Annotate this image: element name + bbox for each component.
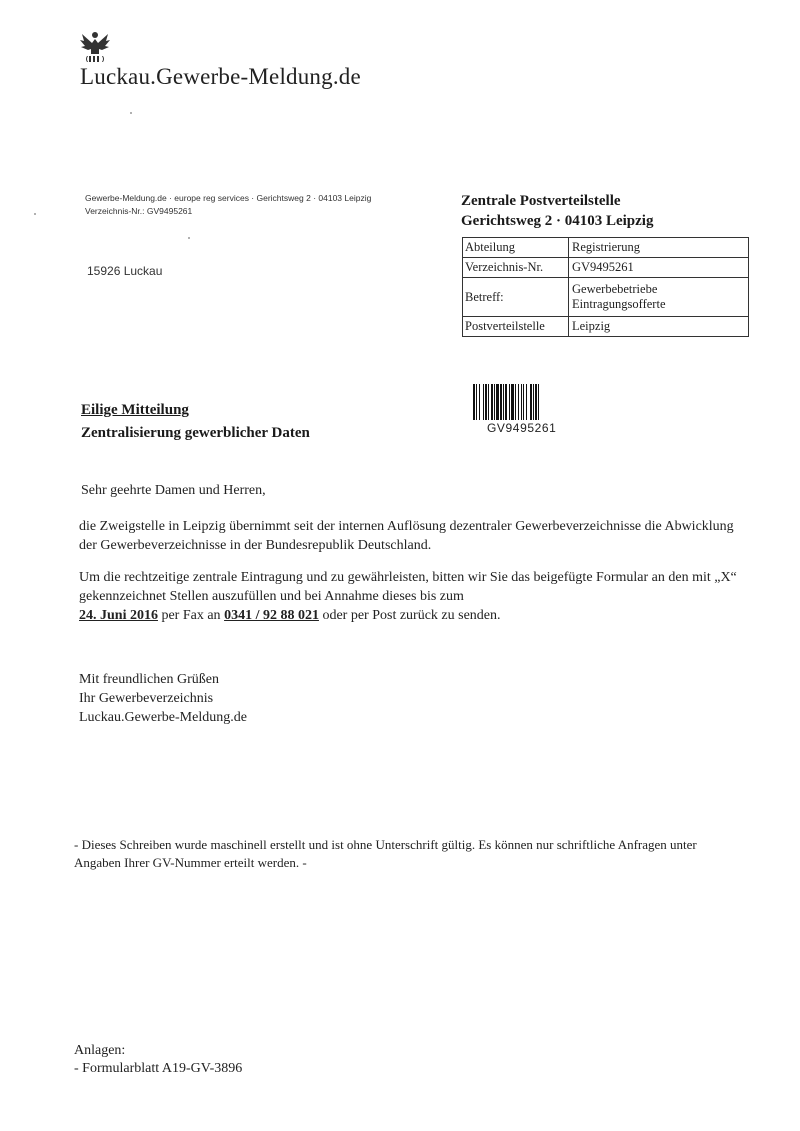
barcode-bar [500, 384, 502, 420]
barcode-bar [533, 384, 534, 420]
barcode-bar [523, 384, 524, 420]
brand-name: Luckau.Gewerbe-Meldung.de [80, 64, 361, 89]
footer-note: - Dieses Schreiben wurde maschinell erstellt und ist ohne Unterschrift gültig. Es können nur schriftliche Anfragen unter Angaben Ihrer GV-Nummer erteilt werden. - [74, 837, 697, 870]
closing-signatory: Ihr Gewerbeverzeichnis [79, 691, 214, 706]
barcode-bar [476, 384, 477, 420]
table-label: Verzeichnis-Nr. [463, 258, 569, 278]
closing-website: Luckau.Gewerbe-Meldung.de [79, 710, 247, 725]
barcode-number: GV9495261 [487, 421, 557, 435]
barcode-bar [479, 384, 480, 420]
barcode-bar [503, 384, 504, 420]
barcode-bar [518, 384, 519, 420]
table-label: Betreff: [463, 278, 569, 317]
barcode-bar [485, 384, 487, 420]
table-value: Leipzig [569, 317, 749, 337]
table-label: Abteilung [463, 238, 569, 258]
sender-line: Gewerbe-Meldung.de · europe reg services · Gerichtsweg 2 · 04103 Leipzig [85, 193, 372, 203]
barcode-bar [473, 384, 475, 420]
barcode-bar [488, 384, 489, 420]
barcode-bar [505, 384, 507, 420]
barcode-bar [511, 384, 514, 420]
fax-prefix: per Fax an [161, 608, 221, 623]
closing-salutation: Mit freundlichen Grüßen [79, 672, 219, 687]
sender-reference: Verzeichnis-Nr.: GV9495261 [85, 206, 193, 216]
reference-table [462, 237, 749, 337]
fax-number: 0341 / 92 88 021 [224, 608, 319, 623]
paragraph-2 [79, 568, 739, 625]
recipient-city: 15926 Luckau [87, 264, 163, 278]
barcode-bar [521, 384, 522, 420]
barcode [472, 384, 584, 420]
barcode-bar [535, 384, 537, 420]
barcode-bar [515, 384, 516, 420]
barcode-bar [491, 384, 493, 420]
attachments-label: Anlagen: [74, 1043, 126, 1058]
eagle-emblem-icon [78, 30, 112, 64]
greeting: Sehr geehrte Damen und Herren, [81, 483, 266, 498]
table-row [463, 317, 749, 337]
attachments [74, 1042, 242, 1078]
subject-title: Zentralisierung gewerblicher Daten [81, 425, 310, 441]
table-value: Gewerbebetriebe Eintragungsofferte [569, 278, 749, 317]
table-value: Registrierung [569, 238, 749, 258]
paragraph-2-end: oder per Post zurück zu senden. [322, 608, 501, 623]
recipient-name: Zentrale Postverteilstelle [461, 193, 621, 209]
barcode-bar [526, 384, 527, 420]
barcode-bar [509, 384, 510, 420]
subject-urgent: Eilige Mitteilung [81, 402, 189, 418]
barcode-bar [483, 384, 484, 420]
paragraph-2-text: Um die rechtzeitige zentrale Eintragung und zu gewährleisten, bitten wir Sie das beigefügte Formular an den mit „X“ gekennzeichnet Stellen auszufüllen und bei Annahme dieses bis zum [79, 570, 737, 604]
table-value: GV9495261 [569, 258, 749, 278]
scan-speck [188, 237, 190, 239]
paragraph-1: die Zweigstelle in Leipzig übernimmt seit der internen Auflösung dezentraler Gewerbeverzeichnisse die Abwicklung der Gewerbeverzeichnisse in der Bundesrepublik Deutschland. [79, 519, 734, 553]
recipient-block [461, 191, 653, 231]
deadline-date: 24. Juni 2016 [79, 608, 158, 623]
scan-speck [34, 213, 36, 215]
barcode-bar [494, 384, 495, 420]
table-row [463, 238, 749, 258]
table-row [463, 278, 749, 317]
recipient-street: Gerichtsweg 2 · 04103 Leipzig [461, 213, 654, 229]
closing-block [79, 670, 247, 727]
sender-address [85, 192, 371, 218]
table-label: Postverteilstelle [463, 317, 569, 337]
scan-speck [130, 112, 132, 114]
barcode-bar [538, 384, 539, 420]
barcode-bar [496, 384, 499, 420]
attachment-item: - Formularblatt A19-GV-3896 [74, 1061, 243, 1076]
barcode-bar [530, 384, 532, 420]
table-row [463, 258, 749, 278]
